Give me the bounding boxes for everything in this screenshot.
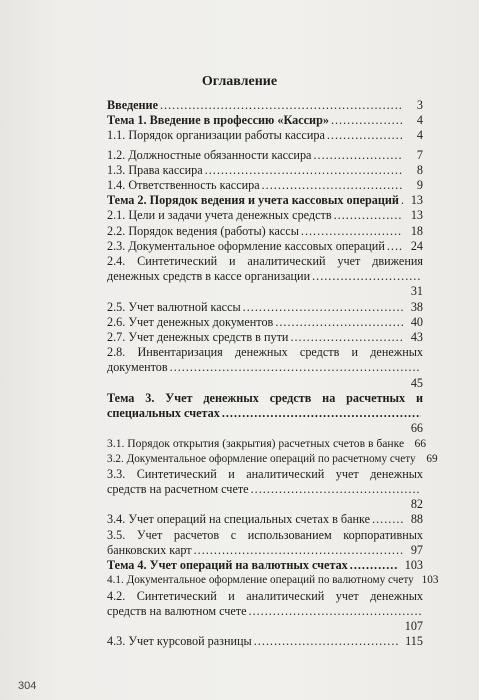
entry-text: 4.3. Учет курсовой разницы	[107, 634, 252, 649]
toc-entry	[107, 193, 423, 208]
entry-text: 1.2. Должностные обязанности кассира	[107, 147, 312, 162]
entry-text-line1: 3.5. Учет расчетов с использованием корпоративных	[107, 527, 423, 542]
toc-entry	[107, 239, 423, 254]
entry-page: 4	[416, 113, 423, 128]
entry-text-line1: Тема 3. Учет денежных средств на расчетных и	[107, 390, 423, 405]
entry-text: Тема 1. Введение в профессию «Кассир»	[107, 113, 329, 128]
toc-entry-multiline	[107, 528, 423, 558]
entry-page: 13	[410, 193, 423, 208]
toc-entry	[107, 178, 423, 193]
entry-page: 24	[410, 238, 423, 253]
entry-page: 103	[421, 574, 439, 587]
toc-entry	[107, 452, 438, 467]
entry-page: 88	[410, 512, 423, 527]
toc-entry	[107, 315, 423, 330]
toc-entry-multiline	[107, 589, 423, 635]
entry-text-line2: средств на валютном счете	[107, 603, 247, 618]
entry-text: 2.7. Учет денежных средств в пути	[107, 330, 289, 345]
toc-entry	[107, 208, 423, 223]
entry-text-line2: средств на расчетном счете	[107, 482, 249, 497]
toc-entry	[107, 573, 439, 588]
entry-text-line2: специальных счетах	[107, 406, 220, 421]
entry-text-line1: 2.8. Инвентаризация денежных средств и денежных	[107, 345, 423, 360]
entry-text: 3.2. Документальное оформление операций по расчетному счету	[107, 452, 416, 465]
entry-text: Тема 2. Порядок ведения и учета кассовых операций	[107, 193, 399, 208]
entry-text: 2.3. Документальное оформление кассовых операций	[107, 238, 385, 253]
entry-text: 2.5. Учет валютной кассы	[107, 299, 241, 314]
entry-page: 7	[416, 147, 423, 162]
toc-entry-multiline	[107, 254, 423, 300]
toc-entry	[107, 163, 423, 178]
entry-text: 2.1. Цели и задачи учета денежных средств	[107, 208, 332, 223]
entry-page: 69	[426, 452, 438, 465]
toc-entry	[107, 113, 423, 128]
entry-text: 1.3. Права кассира	[107, 162, 203, 177]
toc-entry	[107, 128, 423, 143]
toc-entry	[107, 330, 423, 345]
entry-page: 66	[410, 421, 423, 436]
entry-text: 4.1. Документальное оформление операций по валютному счету	[107, 574, 414, 587]
entry-page: 38	[410, 299, 423, 314]
entry-text: Введение	[107, 98, 158, 112]
entry-text-line2: денежных средств в кассе организации	[107, 269, 311, 284]
entry-text-line2: банковских карт	[107, 542, 192, 557]
entry-text: Тема 4. Учет операций на валютных счетах	[107, 558, 348, 573]
toc-entry	[107, 634, 423, 649]
toc-entry	[107, 98, 423, 113]
entry-text: 2.6. Учет денежных документов	[107, 314, 274, 329]
toc-entry	[107, 224, 423, 239]
entry-text-line1: 2.4. Синтетический и аналитический учет движения	[107, 254, 423, 269]
entry-page: 82	[410, 497, 423, 512]
entry-page: 43	[410, 330, 423, 345]
toc-entry-multiline	[107, 345, 423, 391]
entry-page: 115	[405, 634, 423, 649]
toc-entry-multiline	[107, 467, 423, 513]
entry-page: 3	[416, 98, 423, 112]
entry-text-line2: документов	[107, 360, 168, 375]
entry-page: 4	[416, 128, 423, 143]
entry-page: 45	[410, 375, 423, 390]
entry-page: 13	[410, 208, 423, 223]
entry-text: 1.1. Порядок организации работы кассира	[107, 128, 325, 143]
entry-text: 3.1. Порядок открытия (закрытия) расчетных счетов в банке	[107, 437, 405, 451]
toc-entry	[107, 148, 423, 163]
entry-text-line1: 4.2. Синтетический и аналитический учет денежных	[107, 588, 423, 603]
entry-page: 107	[404, 618, 423, 633]
table-of-contents	[107, 98, 439, 649]
toc-entry	[107, 300, 423, 315]
toc-entry	[107, 558, 423, 573]
entry-text: 2.2. Порядок ведения (работы) кассы	[107, 223, 299, 238]
entry-text: 1.4. Ответственность кассира	[107, 178, 260, 193]
toc-entry	[107, 512, 423, 527]
entry-page: 31	[410, 284, 423, 299]
entry-text: 3.4. Учет операций на специальных счетах в банке	[107, 512, 371, 527]
page-number: 304	[18, 680, 37, 692]
toc-title: Оглавление	[201, 74, 278, 89]
entry-page: 103	[404, 558, 423, 573]
toc-entry	[107, 436, 427, 451]
entry-page: 40	[410, 314, 423, 329]
entry-text-line1: 3.3. Синтетический и аналитический учет денежных	[107, 466, 423, 481]
entry-page: 66	[414, 437, 427, 451]
entry-page: 9	[416, 178, 423, 193]
entry-page: 8	[416, 162, 423, 177]
entry-page: 18	[410, 223, 423, 238]
entry-page: 97	[410, 542, 423, 557]
toc-entry-multiline	[107, 391, 423, 437]
